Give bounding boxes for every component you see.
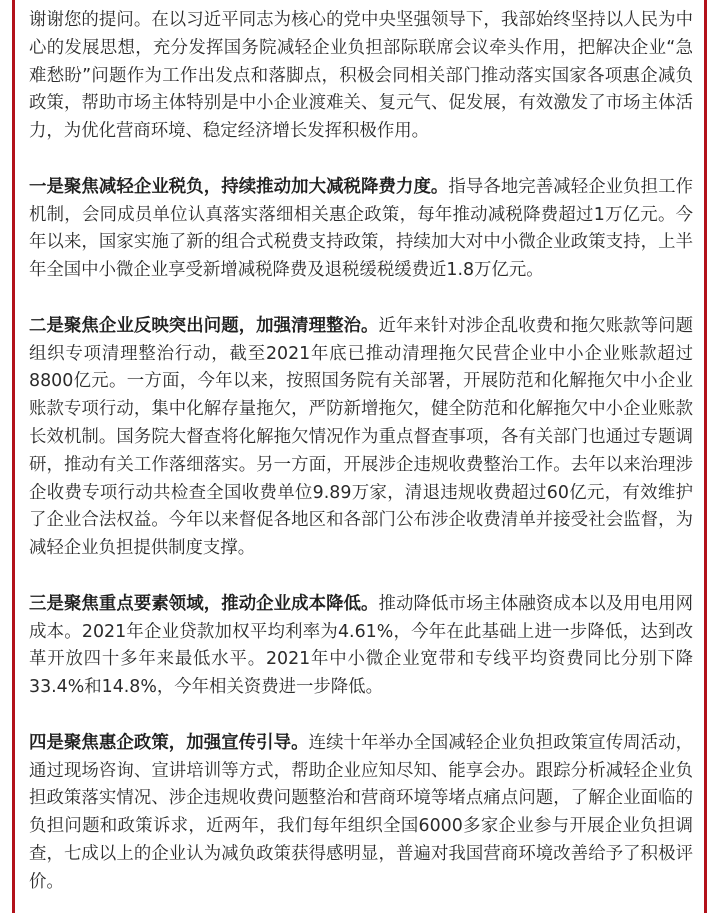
paragraph-text: 近年来针对涉企乱收费和拖欠账款等问题组织专项清理整治行动，截至2021年底已推动清理拖欠民营企业中小企业账款超过8800亿元。一方面，今年以来，按照国务院有关部署，开展防范和化解拖欠中小企业账款专项行动，集中化解存量拖欠，严防新增拖欠，健全防范和化解拖欠中小企业账款长效机制。国务院大督查将化解拖欠情况作为重点督查事项，各有关部门也通过专题调研，推动有关工作落细落实。另一方面，开展涉企违规收费整治工作。去年以来治理涉企收费专项行动共检查全国收费单位9.89万家，清退违规收费超过60亿元，有效维护了企业合法权益。今年以来督促各地区和各部门公布涉企收费清单并接受社会监督，为减轻企业负担提供制度支撑。 <box>29 315 693 559</box>
paragraph-text: 指导各地完善减轻企业负担工作机制，会同成员单位认真落实落细相关惠企政策，每年推动减税降费超过1万亿元。今年以来，国家实施了新的组合式税费支持政策，持续加大对中小微企业政策支持，上半年全国中小微企业享受新增减税降费及退税缓税缓费近1.8万亿元。 <box>29 176 693 281</box>
paragraph-lead: 四是聚焦惠企政策，加强宣传引导。 <box>29 732 309 753</box>
paragraph-lead: 一是聚焦减轻企业税负，持续推动加大减税降费力度。 <box>29 176 449 197</box>
left-border-rule <box>12 0 15 913</box>
paragraph-point-3 <box>29 591 693 702</box>
paragraph-text: 谢谢您的提问。在以习近平同志为核心的党中央坚强领导下，我部始终坚持以人民为中心的发展思想，充分发挥国务院减轻企业负担部际联席会议牵头作用，把解决企业“急难愁盼”问题作为工作出发点和落脚点，积极会同相关部门推动落实国家各项惠企减负政策，帮助市场主体特别是中小企业渡难关、复元气、促发展，有效激发了市场主体活力，为优化营商环境、稳定经济增长发挥积极作用。 <box>29 10 693 142</box>
paragraph-point-1 <box>29 174 693 285</box>
paragraph-point-4 <box>29 730 693 897</box>
paragraph-lead: 二是聚焦企业反映突出问题，加强清理整治。 <box>29 315 379 336</box>
paragraph-lead: 三是聚焦重点要素领域，推动企业成本降低。 <box>29 593 379 614</box>
paragraph-intro <box>29 7 693 146</box>
paragraph-text: 推动降低市场主体融资成本以及用电用网成本。2021年企业贷款加权平均利率为4.61%，今年在此基础上进一步降低，达到改革开放四十多年来最低水平。2021年中小微企业宽带和专线平均资费同比分别下降33.4%和14.8%，今年相关资费进一步降低。 <box>29 593 693 698</box>
paragraph-point-2 <box>29 313 693 563</box>
paragraph-text: 连续十年举办全国减轻企业负担政策宣传周活动，通过现场咨询、宣讲培训等方式，帮助企业应知尽知、能享会办。跟踪分析减轻企业负担政策落实情况、涉企违规收费问题整治和营商环境等堵点痛点问题，了解企业面临的负担问题和政策诉求，近两年，我们每年组织全国6000多家企业参与开展企业负担调查，七成以上的企业认为减负政策获得感明显，普遍对我国营商环境改善给予了积极评价。 <box>29 732 693 892</box>
right-border-rule <box>704 0 707 913</box>
article-body <box>29 7 693 897</box>
